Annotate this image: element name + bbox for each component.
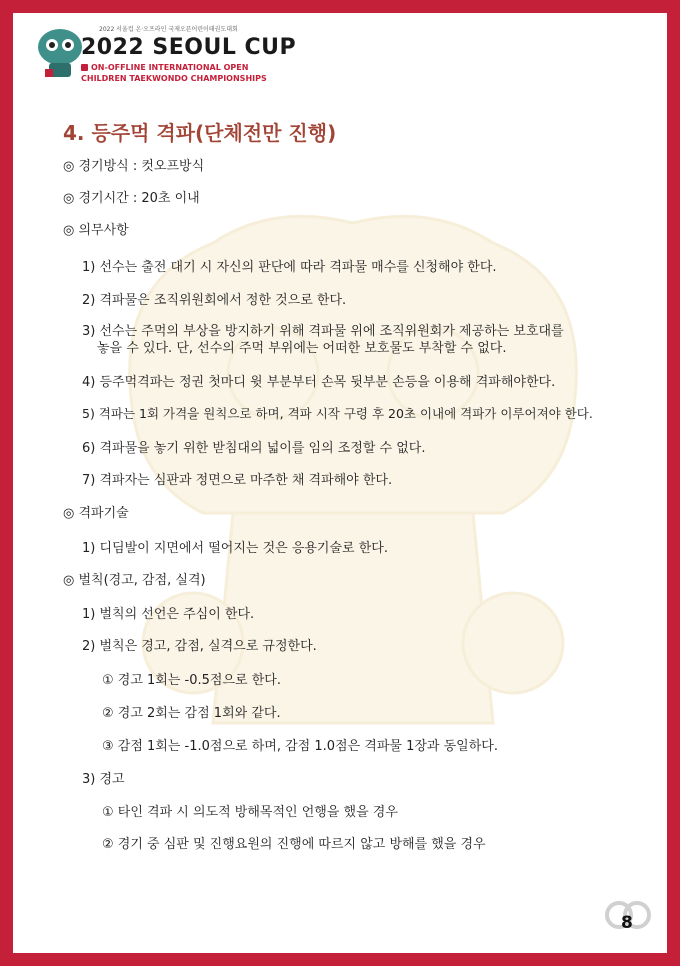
penalty-2: 2) 벌칙은 경고, 감점, 실격으로 규정한다. [82,639,317,654]
technique-1: 1) 디딤발이 지면에서 떨어지는 것은 응용기술로 한다. [82,541,388,556]
duty-2: 2) 격파물은 조직위원회에서 정한 것으로 한다. [82,293,347,308]
penalty-2-c: ③ 감점 1회는 -1.0점으로 하며, 감점 1.0점은 격파물 1장과 동일하다. [102,739,498,754]
event-header [35,19,335,89]
item-technique: ◎ 격파기술 [63,506,129,521]
item-time: ◎ 경기시간 : 20초 이내 [63,191,200,206]
duty-6: 6) 격파물을 놓기 위한 받침대의 넓이를 임의 조정할 수 없다. [82,441,426,456]
page-number: 8 [621,913,633,933]
penalty-2-a: ① 경고 1회는 -0.5점으로 한다. [102,673,281,688]
item-duties: ◎ 의무사항 [63,223,129,238]
header-subtitle-2: CHILDREN TAEKWONDO CHAMPIONSHIPS [81,74,267,83]
header-title: 2022 SEOUL CUP [81,35,297,60]
duty-1: 1) 선수는 출전 대기 시 자신의 판단에 따라 격파물 매수를 신청해야 한다. [82,260,497,275]
penalty-2-b: ② 경고 2회는 감점 1회와 같다. [102,706,281,721]
duty-3-line-1: 3) 선수는 주먹의 부상을 방지하기 위해 격파물 위에 조직위원회가 제공하는 보호대를 [82,324,564,339]
section-title: 4. 등주먹 격파(단체전만 진행) [63,121,337,145]
item-penalty: ◎ 벌칙(경고, 감점, 실격) [63,573,206,588]
penalty-1: 1) 벌칙의 선언은 주심이 한다. [82,607,255,622]
header-subtitle-1 [81,63,248,72]
penalty-3-a: ① 타인 격파 시 의도적 방해목적인 언행을 했을 경우 [102,805,398,820]
duty-3-line-2: 놓을 수 있다. 단, 선수의 주먹 부위에는 어떠한 보호물도 부착할 수 없다. [97,341,507,356]
header-top-line: 2022 서울컵 온·오프라인 국제오픈어린이태권도대회 [99,26,238,33]
mascot-logo-icon [35,25,85,79]
duty-4: 4) 등주먹격파는 정권 첫마디 윗 부분부터 손목 뒷부분 손등을 이용해 격파해야한다. [82,375,556,390]
duty-7: 7) 격파자는 심판과 정면으로 마주한 채 격파해야 한다. [82,473,393,488]
footer-brand: 한국태권도신문 [550,935,652,953]
play-icon [81,64,88,71]
newspaper-logo-icon [535,936,551,952]
penalty-3: 3) 경고 [82,772,125,787]
penalty-3-b: ② 경기 중 심판 및 진행요원의 진행에 따르지 않고 방해를 했을 경우 [102,837,486,852]
duty-5: 5) 격파는 1회 가격을 원칙으로 하며, 격파 시작 구령 후 20초 이내에 격파가 이루어져야 한다. [82,406,593,421]
header-subtitle-1-text: ON-OFFLINE INTERNATIONAL OPEN [91,63,249,72]
item-method: ◎ 경기방식 : 컷오프방식 [63,159,205,174]
document-page [13,13,667,953]
